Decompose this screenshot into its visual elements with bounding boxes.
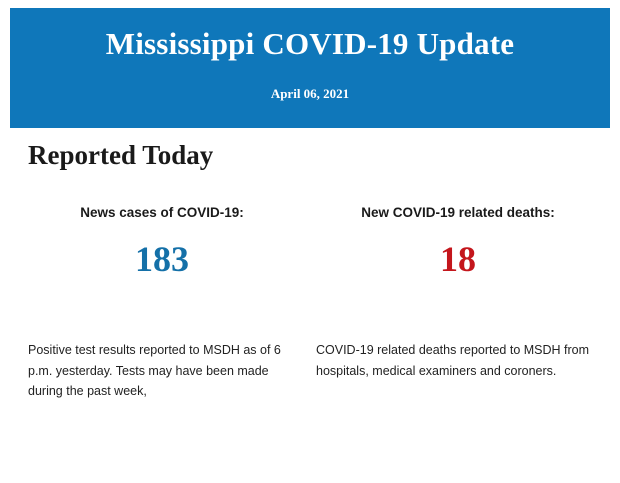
stat-value-new-deaths: 18 [440,239,476,280]
note-new-deaths: COVID-19 related deaths reported to MSDH from hospitals, medical examiners and coroners. [316,343,590,378]
note-new-cases: Positive test results reported to MSDH as of 6 p.m. yesterday. Tests may have been made during the past week, [28,343,281,399]
stat-label-new-deaths: New COVID-19 related deaths: [361,205,555,220]
stats-row [14,205,606,280]
stat-new-cases [14,205,310,280]
section-heading-reported-today: Reported Today [28,140,214,170]
report-date: April 06, 2021 [270,86,350,101]
stat-label-new-cases: News cases of COVID-19: [80,205,244,220]
notes-row [14,340,606,402]
stat-value-new-cases: 183 [135,239,189,280]
page-title: Mississippi COVID-19 Update [105,26,515,61]
header-banner [10,8,610,128]
stat-new-deaths [310,205,606,280]
